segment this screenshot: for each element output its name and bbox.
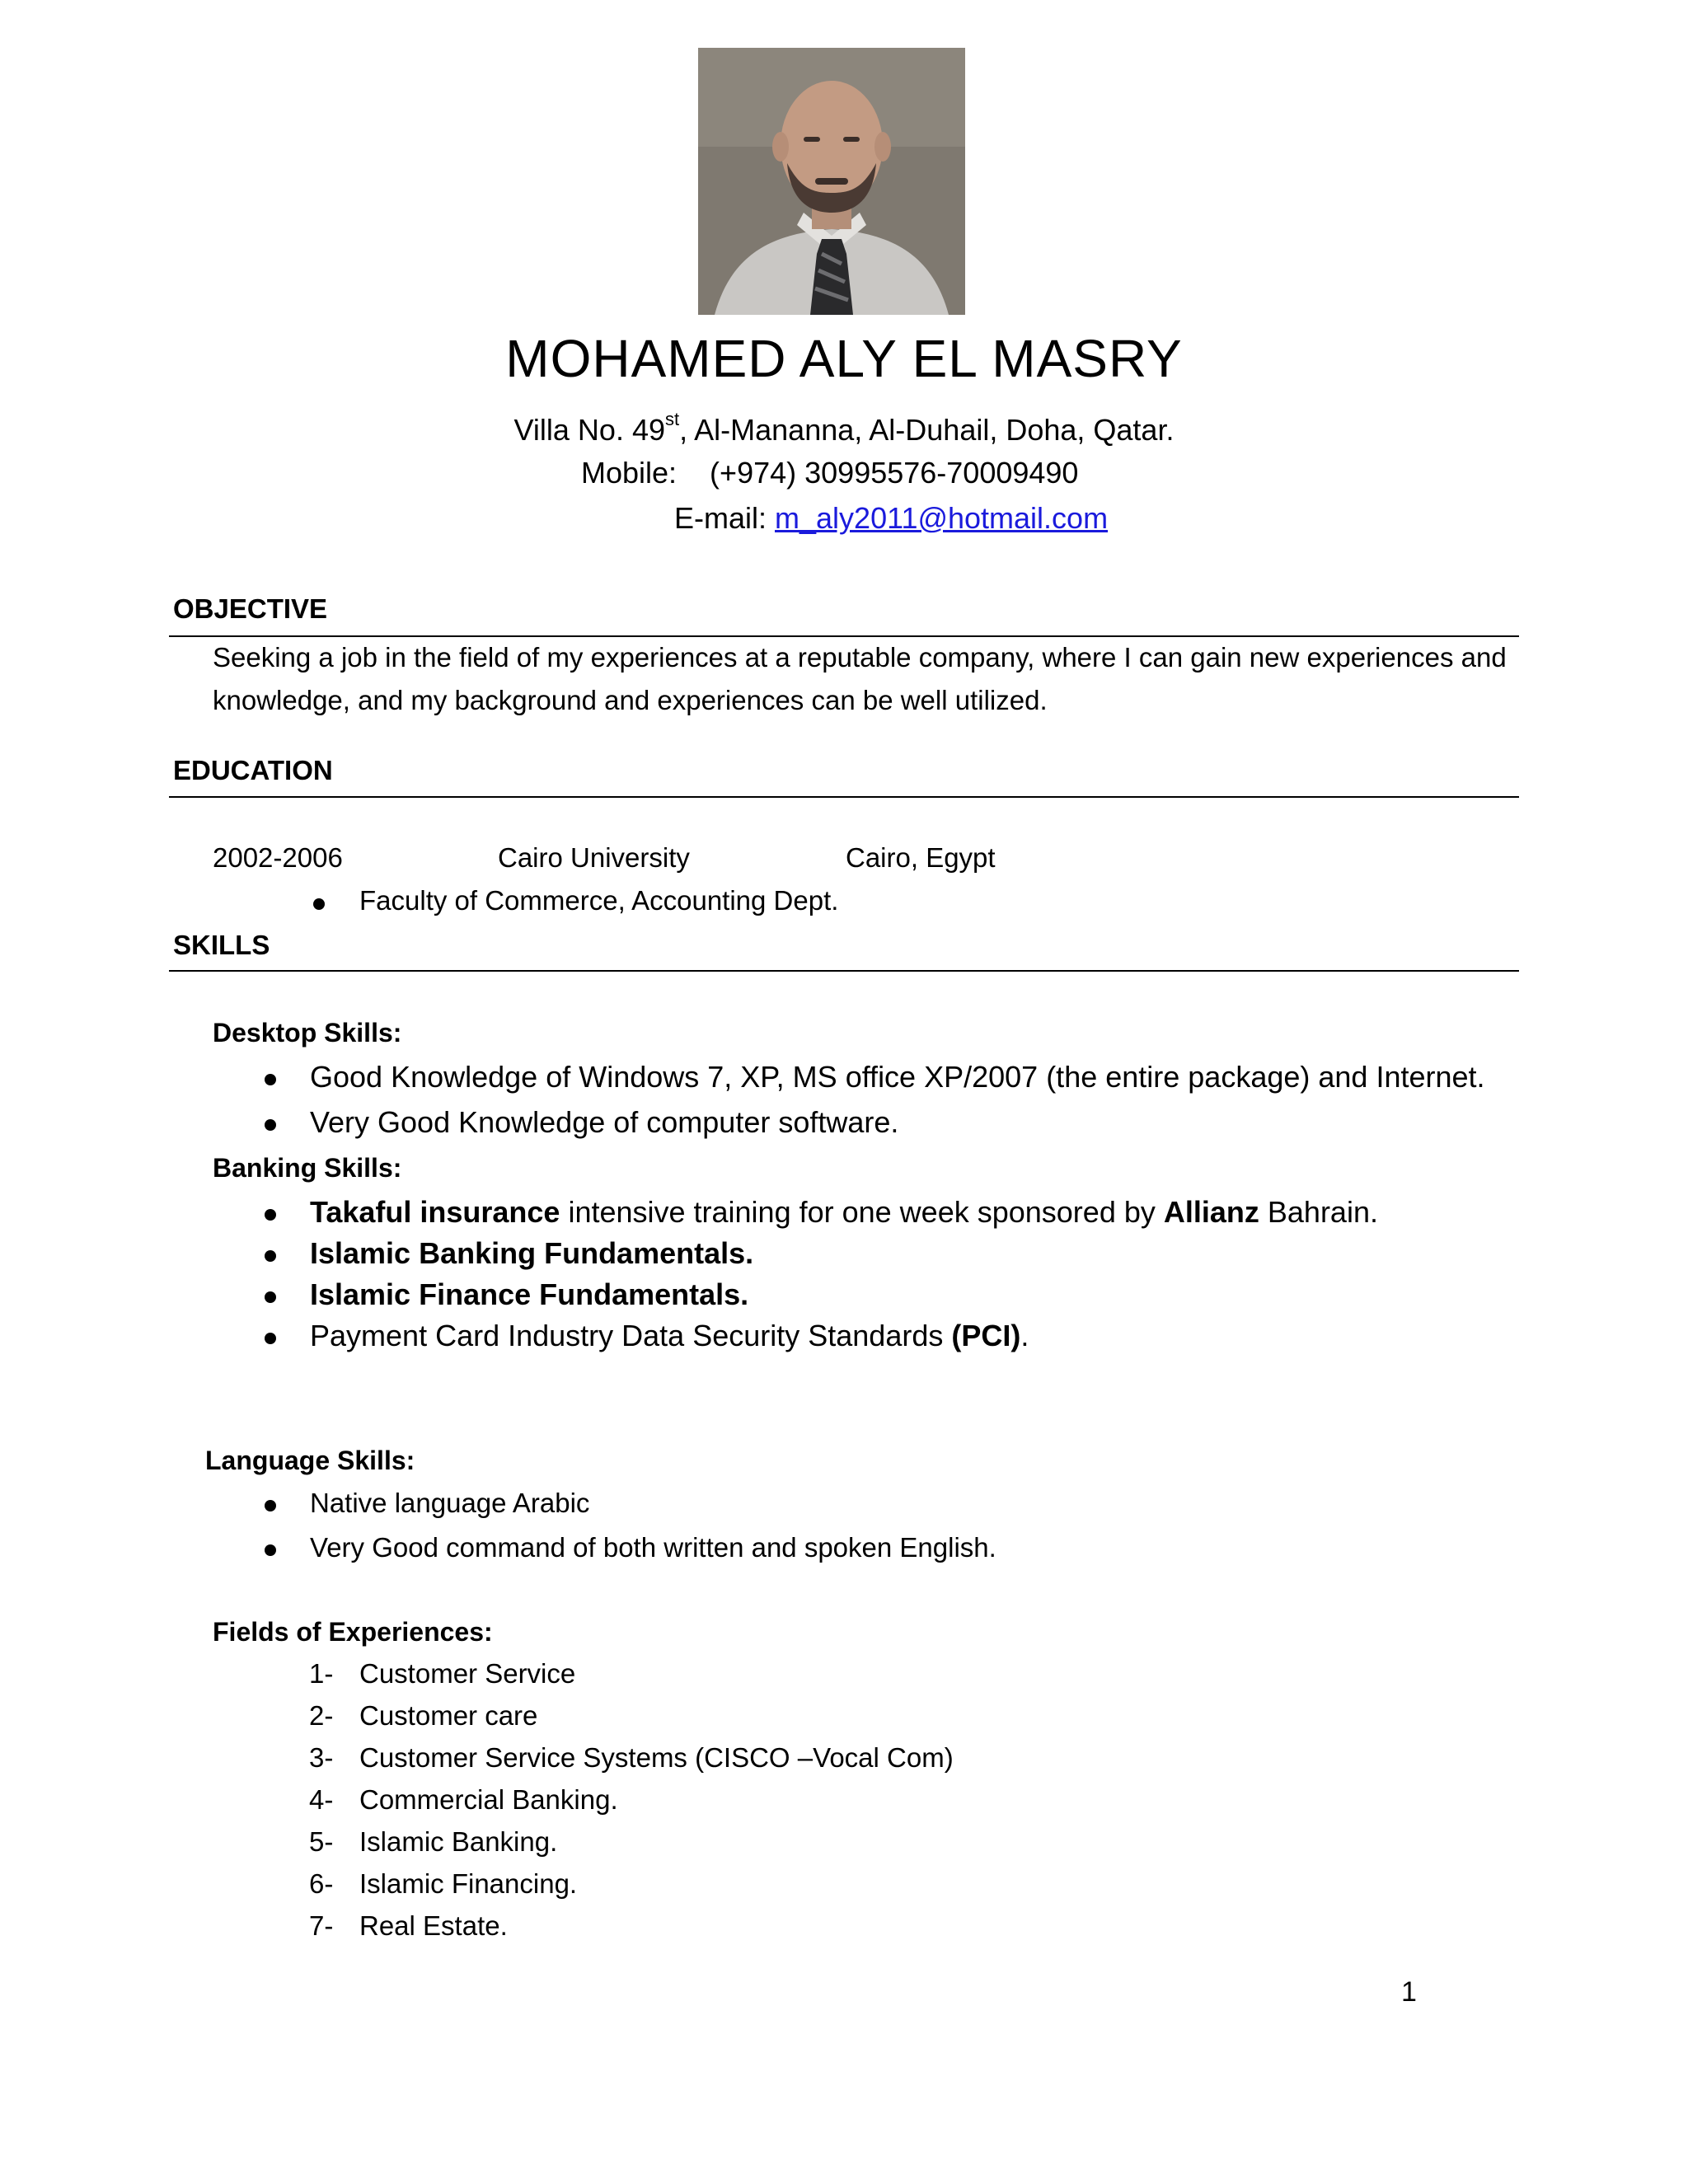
field-number: 2-	[309, 1700, 334, 1731]
banking-skill-1	[310, 1195, 1378, 1230]
education-detail: Faculty of Commerce, Accounting Dept.	[359, 885, 839, 916]
field-item: Customer care	[359, 1700, 538, 1731]
field-number: 4-	[309, 1784, 334, 1815]
education-years: 2002-2006	[213, 842, 343, 873]
field-item: Commercial Banking.	[359, 1784, 618, 1815]
email-label: E-mail:	[674, 501, 776, 535]
banking-bullet-4	[265, 1333, 276, 1344]
language-skills-heading: Language Skills:	[205, 1446, 415, 1475]
field-number: 1-	[309, 1658, 334, 1689]
page-number: 1	[1401, 1976, 1417, 2008]
banking-skill-4	[310, 1319, 1029, 1353]
language-bullet-2	[265, 1544, 276, 1556]
address-rest: , Al-Mananna, Al-Duhail, Doha, Qatar.	[679, 413, 1175, 447]
profile-photo	[698, 48, 965, 315]
objective-heading: OBJECTIVE	[173, 593, 328, 624]
address-main: Villa No. 49	[513, 413, 665, 447]
education-location: Cairo, Egypt	[846, 842, 996, 873]
field-item: Customer Service Systems (CISCO –Vocal Com)	[359, 1742, 954, 1773]
education-divider	[169, 796, 1519, 798]
field-item: Real Estate.	[359, 1910, 508, 1941]
banking-skill-4-end: .	[1020, 1319, 1029, 1352]
field-number: 6-	[309, 1868, 334, 1899]
desktop-skill-1: Good Knowledge of Windows 7, XP, MS office XP/2007 (the entire package) and Internet.	[310, 1060, 1485, 1094]
banking-skill-4-text: Payment Card Industry Data Security Standards	[310, 1319, 952, 1352]
education-bullet	[313, 898, 325, 910]
banking-bullet-3	[265, 1291, 276, 1303]
banking-skills-heading: Banking Skills:	[213, 1153, 402, 1183]
mobile-line: Mobile: (+974) 30995576-70009490	[581, 456, 1079, 490]
email-line	[674, 501, 1108, 536]
banking-skill-4-bold: (PCI)	[951, 1319, 1021, 1352]
field-item: Customer Service	[359, 1658, 576, 1689]
field-number: 7-	[309, 1910, 334, 1941]
objective-line-1: Seeking a job in the field of my experiences at a reputable company, where I can gain new experiences and	[213, 642, 1507, 673]
fields-heading: Fields of Experiences:	[213, 1617, 493, 1647]
banking-skill-1-end: Bahrain.	[1259, 1195, 1378, 1229]
field-number: 3-	[309, 1742, 334, 1773]
language-skill-2: Very Good command of both written and spoken English.	[310, 1532, 996, 1563]
banking-skill-3: Islamic Finance Fundamentals.	[310, 1277, 749, 1311]
banking-skill-1-sponsor: Allianz	[1163, 1195, 1259, 1229]
skills-heading: SKILLS	[173, 930, 270, 960]
email-link[interactable]: m_aly2011@hotmail.com	[775, 501, 1109, 535]
objective-line-2: knowledge, and my background and experiences can be well utilized.	[213, 685, 1048, 715]
desktop-bullet-2	[265, 1119, 276, 1131]
education-school: Cairo University	[498, 842, 690, 873]
address-line	[0, 409, 1688, 448]
candidate-name: MOHAMED ALY EL MASRY	[505, 329, 1183, 388]
language-bullet-1	[265, 1500, 276, 1511]
banking-skill-1-text: intensive training for one week sponsored by	[560, 1195, 1164, 1229]
field-item: Islamic Financing.	[359, 1868, 578, 1899]
desktop-skills-heading: Desktop Skills:	[213, 1018, 402, 1047]
desktop-bullet-1	[265, 1074, 276, 1085]
banking-bullet-1	[265, 1209, 276, 1221]
banking-skill-2: Islamic Banking Fundamentals.	[310, 1236, 754, 1270]
field-item: Islamic Banking.	[359, 1826, 558, 1857]
desktop-skill-2: Very Good Knowledge of computer software.	[310, 1105, 899, 1139]
education-heading: EDUCATION	[173, 755, 333, 785]
skills-divider	[169, 970, 1519, 972]
field-number: 5-	[309, 1826, 334, 1857]
banking-bullet-2	[265, 1250, 276, 1262]
objective-text	[213, 636, 1519, 722]
banking-skill-1-bold: Takaful insurance	[310, 1195, 560, 1229]
address-superscript: st	[665, 409, 680, 429]
language-skill-1: Native language Arabic	[310, 1488, 590, 1518]
